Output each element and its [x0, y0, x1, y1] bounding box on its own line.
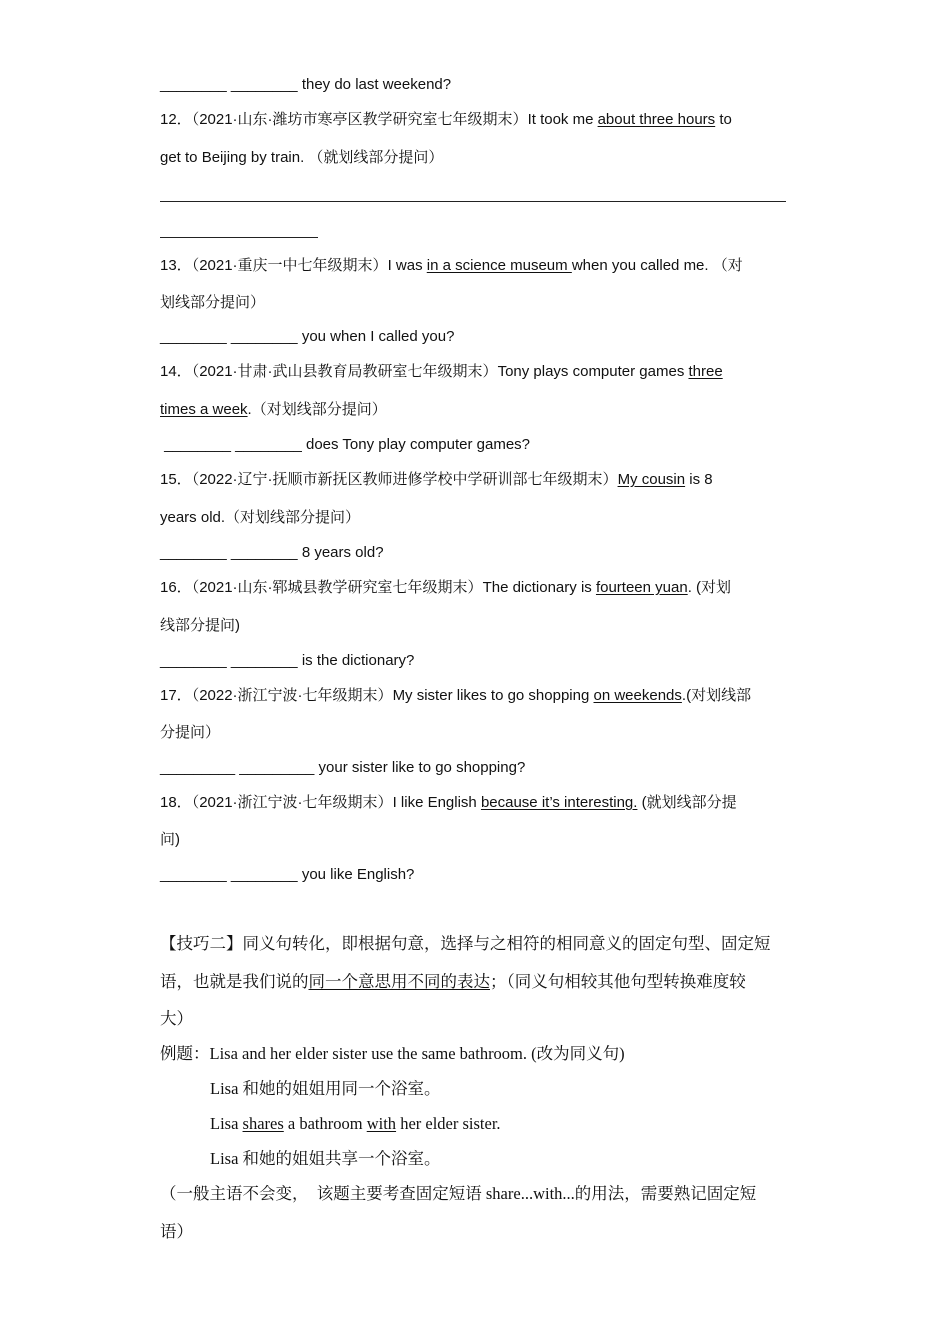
note-text: （一般主语不会变， 该题主要考查固定短语 share...with...的用法，需要熟记固定短	[160, 1184, 757, 1203]
tip-text: 大）	[160, 1009, 193, 1028]
question-text: is 8	[685, 471, 713, 488]
q15-line1	[160, 470, 713, 490]
question-text: .（对划线部分提问）	[247, 401, 387, 418]
q14-line2	[160, 400, 387, 420]
example-label: 例题：	[160, 1044, 210, 1063]
underlined-phrase: times a week	[160, 401, 248, 418]
question-text: years old.（对划线部分提问）	[160, 509, 361, 526]
q11-answer-line	[160, 75, 451, 95]
translation-text: Lisa 和她的姐姐用同一个浴室。	[210, 1079, 441, 1098]
q15-answer-line	[160, 543, 384, 563]
answer-text: is the dictionary?	[297, 652, 415, 669]
question-text: 线部分提问)	[160, 617, 240, 634]
answer-text: a bathroom	[283, 1114, 367, 1133]
question-source: （2021·重庆一中七年级期末）	[191, 257, 388, 274]
question-text: 问)	[160, 831, 180, 848]
q17-line2	[160, 723, 220, 743]
note-line2	[160, 1222, 193, 1242]
q16-line2	[160, 616, 240, 636]
question-text: (就划线部分提	[637, 794, 737, 811]
q14-answer-line	[160, 435, 530, 455]
question-text: get to Beijing by train. （就划线部分提问）	[160, 149, 444, 166]
underlined-phrase: on weekends	[593, 687, 682, 704]
question-source: （2021·浙江宁波·七年级期末）	[191, 794, 393, 811]
note-text: 语）	[160, 1222, 193, 1241]
example-line	[160, 1044, 625, 1064]
question-number: 13．	[160, 257, 192, 274]
question-text: I like English	[392, 794, 481, 811]
q17-answer-line	[160, 758, 525, 778]
answer-blanks: ________ ________	[160, 544, 298, 561]
question-text: My sister likes to go shopping	[392, 687, 594, 704]
tip-line2	[160, 972, 746, 992]
answer-blanks: ________ ________	[160, 866, 298, 883]
question-text: . (对划	[687, 579, 732, 596]
underlined-phrase: 同一个意思用不同的表达	[308, 972, 490, 991]
question-text: when you called me. （对	[571, 257, 743, 274]
q12-line2	[160, 148, 443, 168]
underlined-phrase: My cousin	[617, 471, 686, 488]
question-number: 18．	[160, 794, 192, 811]
q18-answer-line	[160, 865, 414, 885]
q13-answer-line	[160, 327, 454, 347]
answer-text: Lisa	[210, 1114, 243, 1133]
answer-text: does Tony play computer games?	[301, 436, 530, 453]
answer-text: they do last weekend?	[297, 76, 452, 93]
question-text: The dictionary is	[482, 579, 596, 596]
underlined-phrase: fourteen yuan	[595, 579, 688, 596]
underlined-phrase: with	[366, 1114, 397, 1133]
example-sentence: Lisa and her elder sister use the same bathroom. (改为同义句)	[209, 1044, 625, 1063]
answer-blanks: ________ ________	[160, 436, 302, 453]
question-text: 划线部分提问）	[160, 294, 266, 311]
question-text: .(对划线部	[681, 687, 752, 704]
question-text: I was	[387, 257, 427, 274]
question-source: （2021·山东·郓城县教学研究室七年级期末）	[191, 579, 483, 596]
note-line1	[160, 1184, 756, 1204]
translation-text: Lisa 和她的姐姐共享一个浴室。	[210, 1149, 441, 1168]
question-number: 15．	[160, 471, 192, 488]
question-source: （2021·甘肃·武山县教育局教研室七年级期末）	[191, 363, 498, 380]
q18-line2	[160, 830, 180, 850]
answer-text: you when I called you?	[297, 328, 455, 345]
q12-line1	[160, 110, 732, 130]
question-number: 12．	[160, 111, 192, 128]
tip-text: ；（同义句相较其他句型转换难度较	[490, 972, 746, 991]
q16-line1	[160, 578, 731, 598]
answer-blanks: ________ ________	[160, 652, 298, 669]
tip-line3	[160, 1009, 193, 1029]
tip-text: 语，也就是我们说的	[160, 972, 309, 991]
tip-heading-line1	[160, 934, 771, 954]
answer-blanks: _________ _________	[160, 759, 315, 776]
answer-rule	[160, 237, 318, 238]
answer-blanks: ________ ________	[160, 328, 298, 345]
underlined-phrase: in a science museum	[426, 257, 572, 274]
underlined-phrase: shares	[242, 1114, 284, 1133]
question-source: （2022·辽宁·抚顺市新抚区教师进修学校中学研训部七年级期末）	[191, 471, 618, 488]
q16-answer-line	[160, 651, 414, 671]
question-source: （2022·浙江宁波·七年级期末）	[191, 687, 393, 704]
question-number: 16．	[160, 579, 192, 596]
answer-text: your sister like to go shopping?	[314, 759, 526, 776]
answer-text: 8 years old?	[297, 544, 384, 561]
answer-text: you like English?	[297, 866, 415, 883]
question-text: to	[715, 111, 732, 128]
underlined-phrase: about three hours	[597, 111, 716, 128]
underlined-phrase: because it’s interesting.	[480, 794, 638, 811]
q18-line1	[160, 793, 737, 813]
answer-rule	[160, 201, 786, 202]
q17-line1	[160, 686, 751, 706]
question-number: 14．	[160, 363, 192, 380]
answer-blanks: ________ ________	[160, 76, 298, 93]
example-translation-2	[210, 1149, 441, 1169]
question-number: 17．	[160, 687, 192, 704]
question-text: It took me	[527, 111, 598, 128]
example-translation-1	[210, 1079, 441, 1099]
tip-text: 【技巧二】同义句转化，即根据句意，选择与之相符的相同意义的固定句型、固定短	[160, 934, 771, 953]
underlined-phrase: three	[688, 363, 723, 380]
q15-line2	[160, 508, 360, 528]
question-source: （2021·山东·潍坊市寒亭区教学研究室七年级期末）	[191, 111, 528, 128]
example-answer	[210, 1114, 501, 1134]
question-text: Tony plays computer games	[497, 363, 689, 380]
answer-text: her elder sister.	[396, 1114, 501, 1133]
question-text: 分提问）	[160, 724, 221, 741]
q13-line2	[160, 293, 265, 313]
q14-line1	[160, 362, 723, 382]
q13-line1	[160, 256, 743, 276]
